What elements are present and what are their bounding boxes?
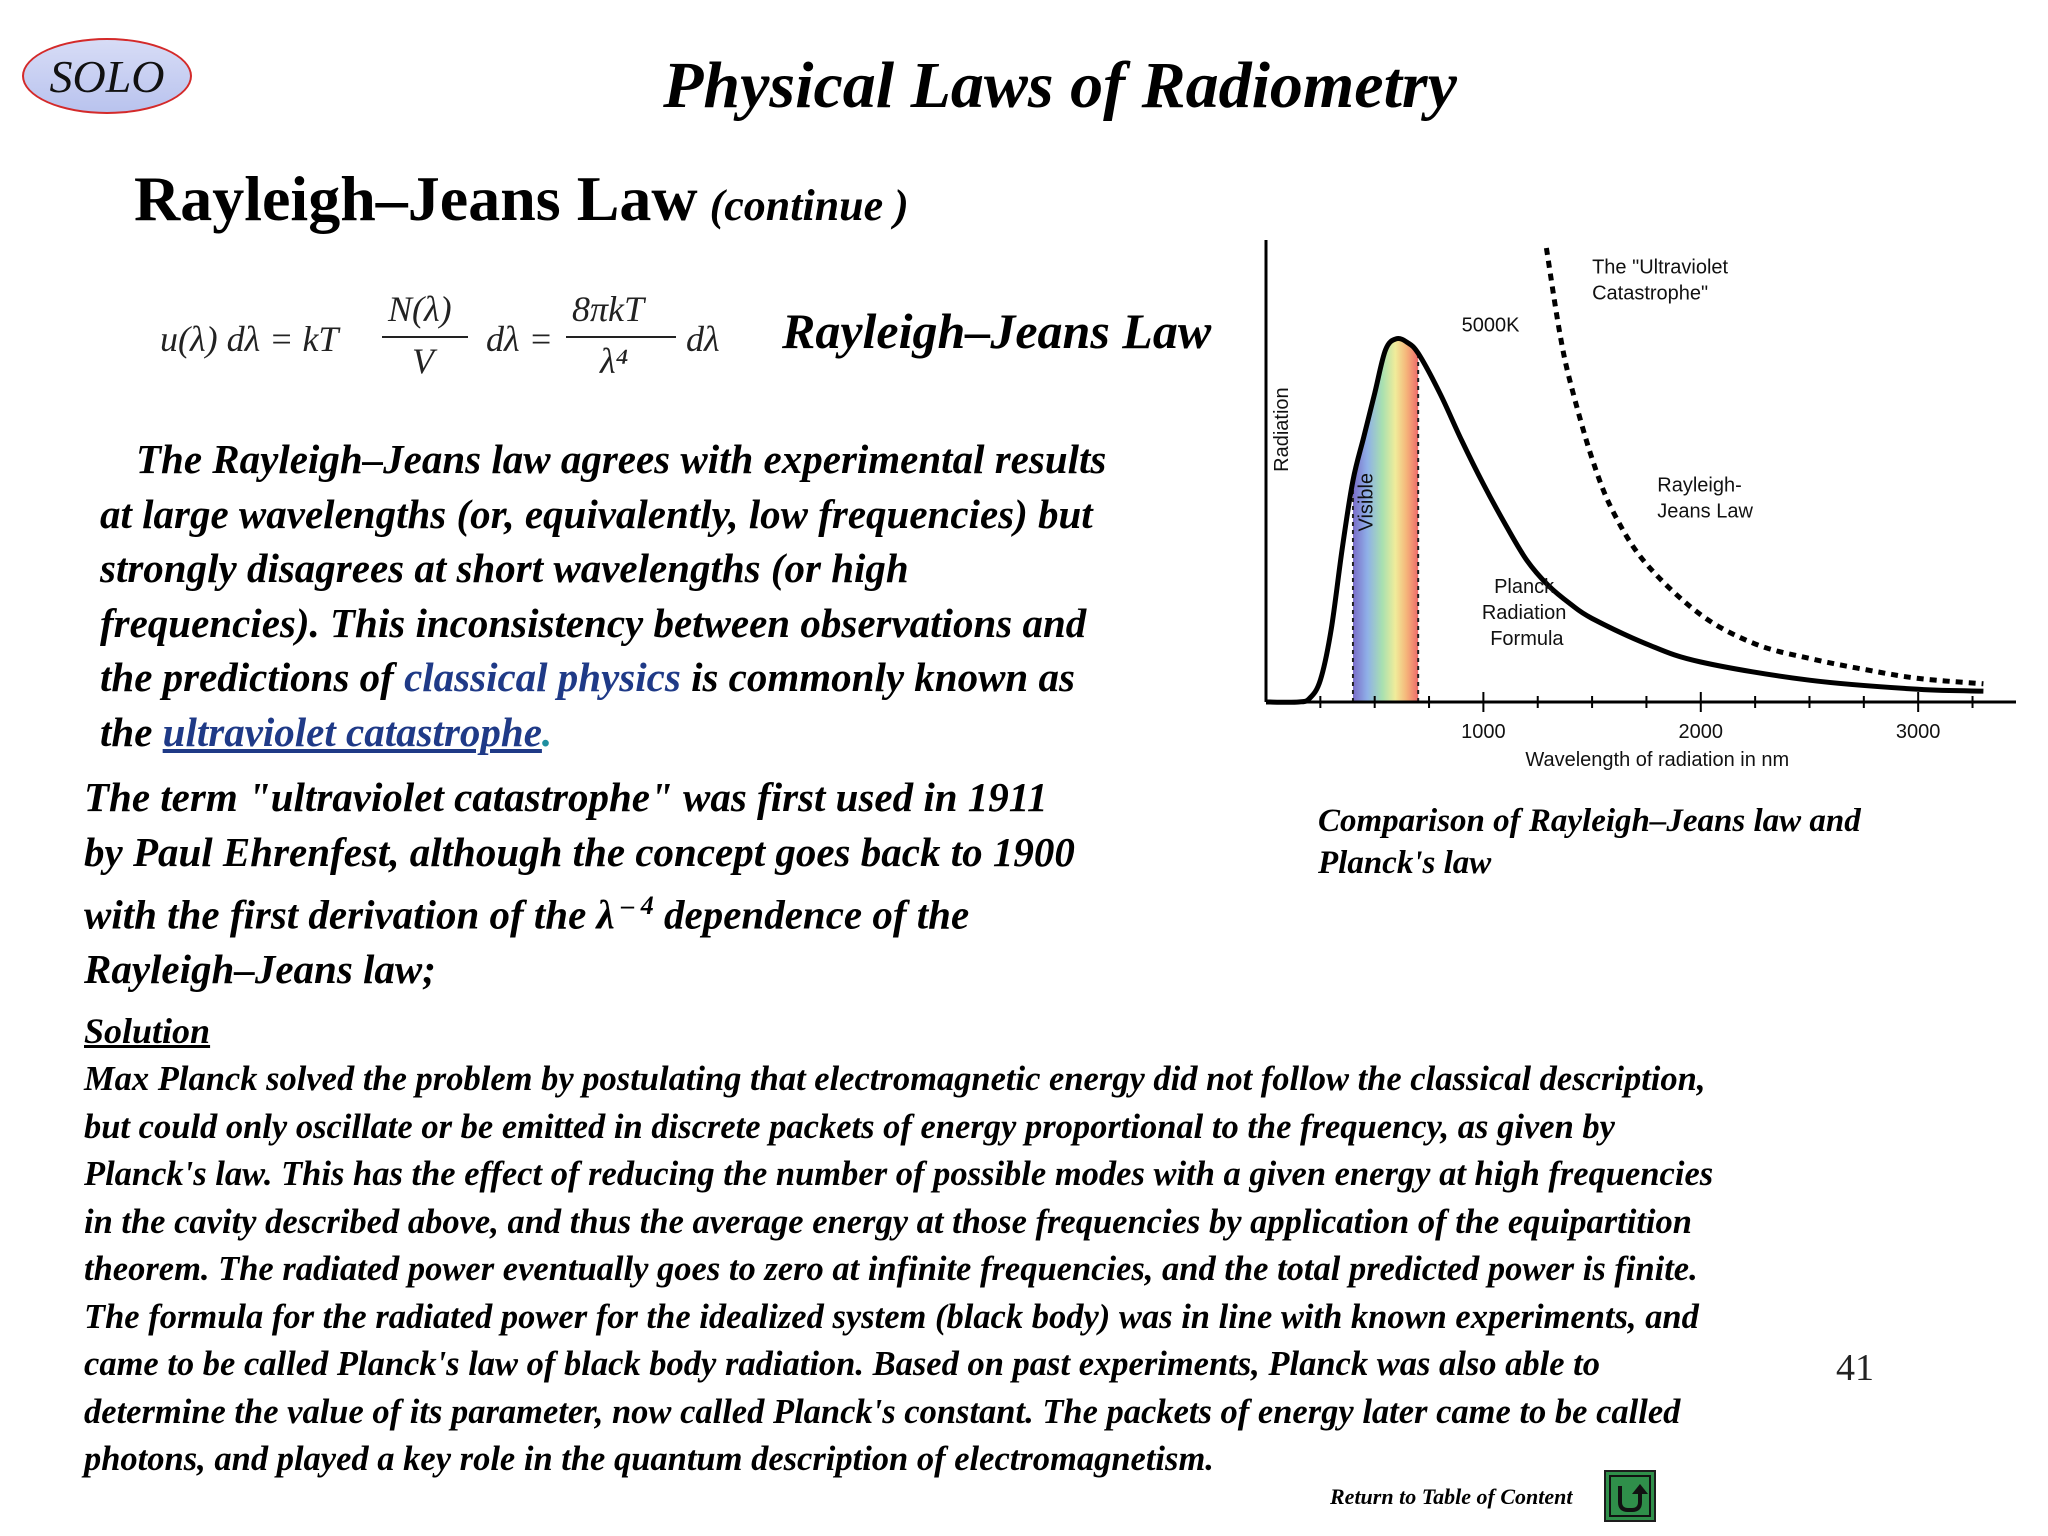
annotation-uv-line1: The "Ultraviolet xyxy=(1592,256,1729,279)
chart-caption: Comparison of Rayleigh–Jeans law and Planck's law xyxy=(1318,803,1861,881)
para1-text: the xyxy=(100,708,163,755)
fraction1-numerator: N(λ) xyxy=(388,289,452,329)
y-axis-label: Radiation xyxy=(1271,387,1293,472)
para2-text: with the first derivation of the λ xyxy=(84,891,615,938)
solution-line: determine the value of its parameter, now called Planck's constant. The packets of energy later came to be called xyxy=(84,1392,1681,1431)
para1-line: strongly disagrees at short wavelengths (or high xyxy=(100,545,909,591)
fraction1-denominator: V xyxy=(412,341,434,381)
para2-text: dependence of the xyxy=(653,891,970,938)
subtitle-text: Rayleigh–Jeans Law xyxy=(134,163,698,234)
para1-line: at large wavelengths (or, equivalently, low frequencies) but xyxy=(100,490,1093,537)
annotation-rj-line2: Jeans Law xyxy=(1657,500,1753,523)
solution-line: in the cavity described above, and thus the average energy at those frequencies by application of the equipartition xyxy=(84,1202,1692,1241)
visible-label: Visible xyxy=(1355,472,1378,532)
solution-line: photons, and played a key role in the quantum description of electromagnetism. xyxy=(84,1440,1214,1478)
section-subtitle xyxy=(134,162,909,236)
classical-physics-link[interactable]: classical physics xyxy=(404,654,681,700)
annotation-planck-line2: Radiation xyxy=(1481,602,1567,625)
annotation-uv-line2: Catastrophe" xyxy=(1592,282,1709,305)
rayleigh-jeans-curve xyxy=(1546,248,1983,684)
para2-line: Rayleigh–Jeans law; xyxy=(84,946,436,993)
planck-vs-rayleigh-jeans-chart xyxy=(1246,240,2026,780)
x-tick-label: 3000 xyxy=(1895,721,1941,743)
solution-line: Planck's law. This has the effect of reducing the number of possible modes with a given energy at high frequencies xyxy=(84,1155,1714,1193)
return-button[interactable] xyxy=(1604,1470,1656,1522)
paragraph-agreement xyxy=(100,432,1220,759)
page-number: 41 xyxy=(1836,1347,1874,1389)
solution-line: but could only oscillate or be emitted in discrete packets of energy proportional to the frequency, as given by xyxy=(84,1107,1615,1146)
return-arrow-icon xyxy=(1606,1472,1654,1520)
para1-text: the predictions of xyxy=(100,654,405,700)
para2-line: The term "ultraviolet catastrophe" was first used in 1911 xyxy=(84,774,1048,820)
annotation-planck-line1: Planck xyxy=(1494,576,1555,599)
annotation-5000k: 5000K xyxy=(1461,314,1520,337)
annotation-planck xyxy=(1482,576,1572,650)
solo-logo xyxy=(22,38,192,114)
annotation-planck-line3: Formula xyxy=(1490,628,1564,651)
para1-line: frequencies). This inconsistency between observations and xyxy=(100,599,1087,646)
solution-line: Max Planck solved the problem by postulating that electromagnetic energy did not follow the classical description, xyxy=(84,1060,1706,1098)
para2-line: by Paul Ehrenfest, although the concept goes back to 1900 xyxy=(84,828,1075,875)
x-axis-label: Wavelength of radiation in nm xyxy=(1525,749,1790,771)
para1-line xyxy=(100,705,1220,760)
x-tick-label: 2000 xyxy=(1678,721,1724,743)
para1-line: The Rayleigh–Jeans law agrees with experimental results xyxy=(136,436,1107,482)
fraction2-bar xyxy=(566,336,676,338)
solution-line: came to be called Planck's law of black body radiation. Based on past experiments, Planck was also able to xyxy=(84,1345,1601,1383)
lambda-exponent: – 4 xyxy=(614,891,654,920)
para1-period: . xyxy=(541,708,553,755)
annotation-rayleigh-jeans xyxy=(1657,474,1753,522)
solution-line: The formula for the radiated power for the idealized system (black body) was in line with known experiments, and xyxy=(84,1297,1699,1336)
page-title: Physical Laws of Radiometry xyxy=(663,49,1457,122)
fraction2-denominator: λ⁴ xyxy=(600,341,629,381)
rayleigh-jeans-equation xyxy=(160,288,740,388)
return-to-toc-link[interactable]: Return to Table of Content xyxy=(1330,1484,1573,1509)
equation-lhs: u(λ) dλ = kT xyxy=(160,319,339,359)
para2-line xyxy=(84,879,1234,942)
paragraph-history xyxy=(84,770,1234,997)
equation-mid: dλ = xyxy=(486,319,553,359)
fraction1-bar xyxy=(382,336,468,338)
annotation-rj-line1: Rayleigh- xyxy=(1657,474,1742,497)
solution-line: theorem. The radiated power eventually goes to zero at infinite frequencies, and the total predicted power is finite. xyxy=(84,1250,1698,1288)
equation-tail: dλ xyxy=(686,319,720,359)
subtitle-note: (continue ) xyxy=(709,181,909,230)
fraction2-numerator: 8πkT xyxy=(572,289,645,329)
solution-heading: Solution xyxy=(84,1011,211,1051)
equation-label: Rayleigh–Jeans Law xyxy=(782,303,1212,359)
solution-body xyxy=(84,1056,2004,1484)
chart-svg xyxy=(1246,240,2026,780)
para1-line xyxy=(100,650,1220,705)
para1-text: is commonly known as xyxy=(680,654,1075,700)
ultraviolet-catastrophe-link[interactable]: ultraviolet catastrophe xyxy=(162,708,542,755)
annotation-uv-catastrophe xyxy=(1592,256,1734,304)
logo-text: SOLO xyxy=(49,50,165,102)
x-tick-label: 1000 xyxy=(1461,721,1506,743)
